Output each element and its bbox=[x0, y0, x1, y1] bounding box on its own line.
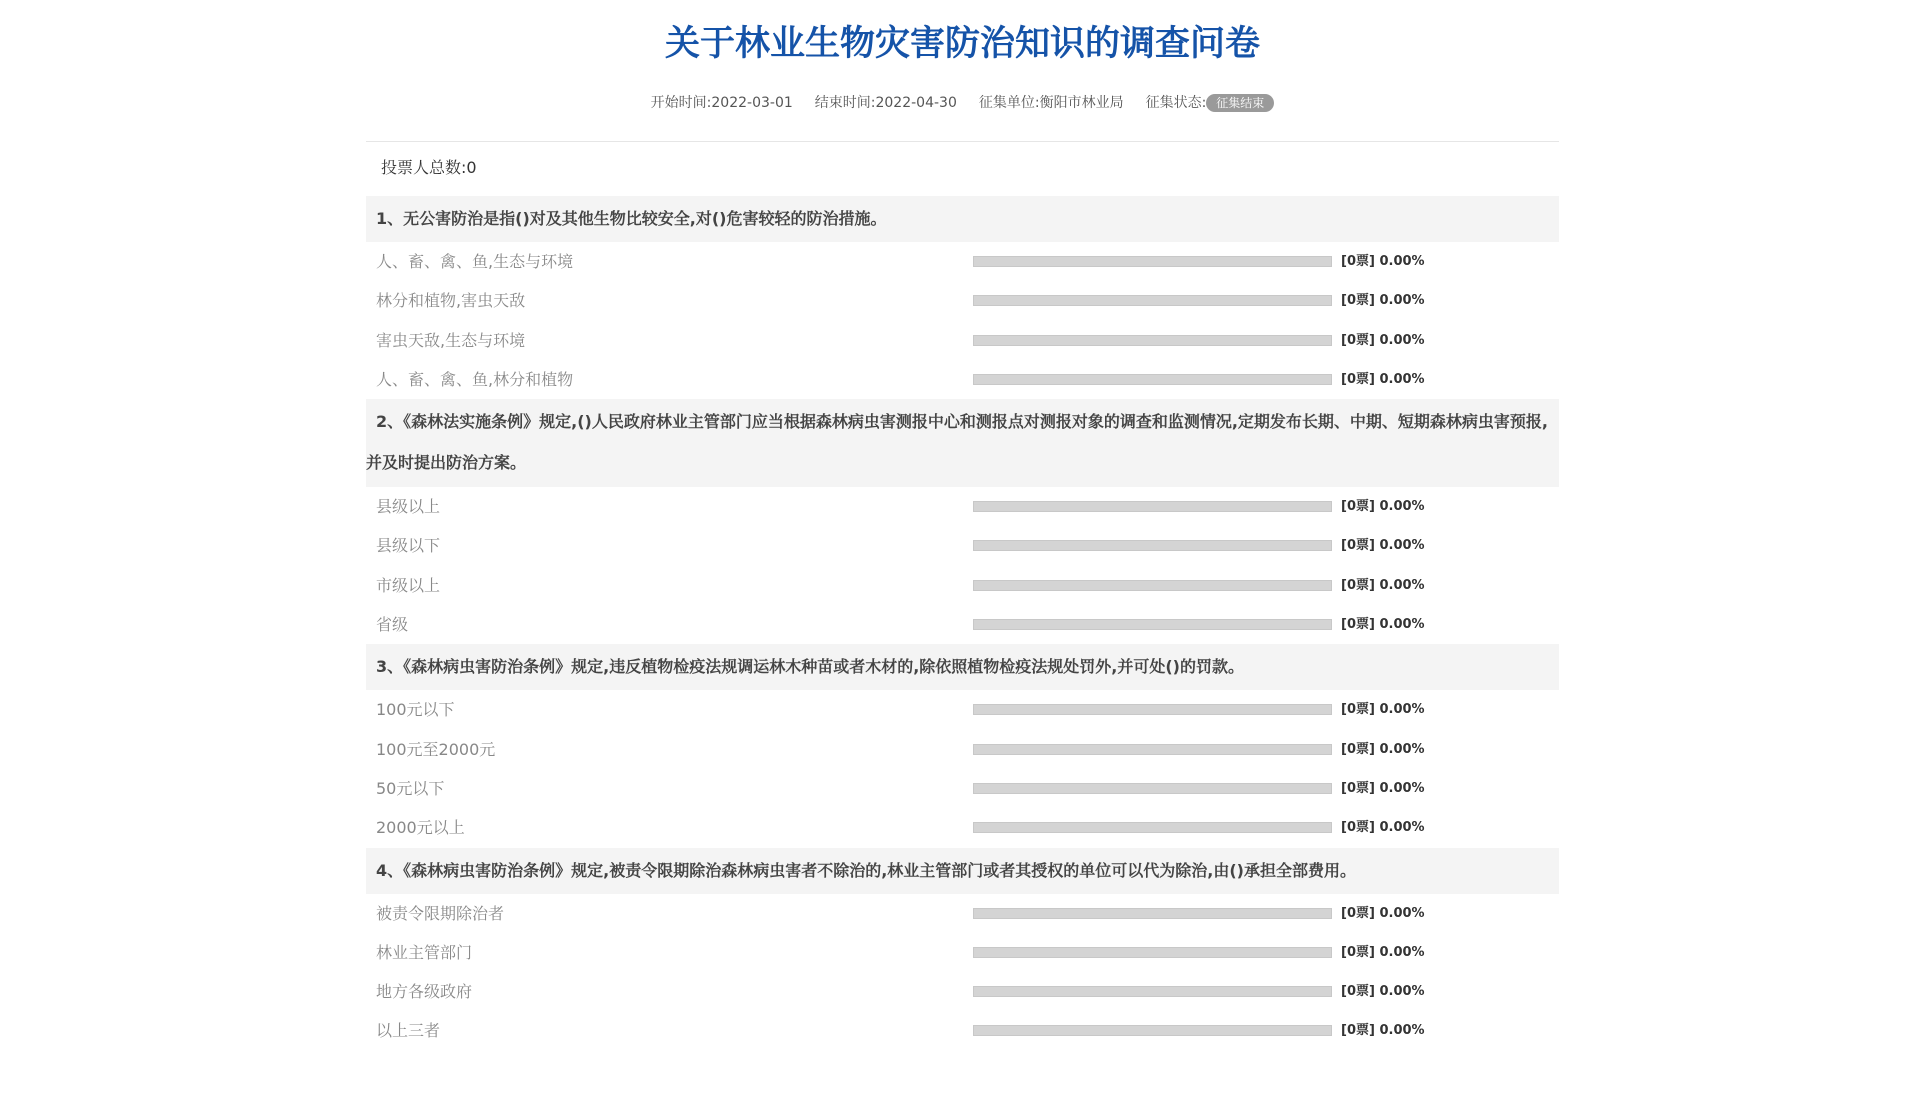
option-row bbox=[366, 566, 1559, 605]
vote-percent: 0.00% bbox=[1379, 702, 1425, 718]
option-row bbox=[366, 1011, 1559, 1050]
vote-progress-bar bbox=[973, 501, 1332, 512]
question-title: 1、无公害防治是指()对及其他生物比较安全,对()危害较轻的防治措施。 bbox=[366, 196, 1559, 242]
option-label: 2000元以上 bbox=[376, 818, 465, 838]
option-row bbox=[366, 690, 1559, 729]
vote-stat bbox=[1341, 933, 1425, 972]
option-label: 100元以下 bbox=[376, 700, 455, 720]
vote-stat bbox=[1341, 487, 1425, 526]
question-title: 2、《森林法实施条例》规定,()人民政府林业主管部门应当根据森林病虫害测报中心和测报点对测报对象的调查和监测情况,定期发布长期、中期、短期森林病虫害预报,并及时提出防治方案。 bbox=[366, 399, 1559, 487]
survey-container bbox=[366, 0, 1559, 1041]
vote-percent: 0.00% bbox=[1379, 371, 1425, 387]
vote-count: [0票] bbox=[1341, 944, 1375, 960]
vote-count: [0票] bbox=[1341, 905, 1375, 921]
vote-progress-bar bbox=[973, 908, 1332, 919]
vote-percent: 0.00% bbox=[1379, 538, 1425, 554]
vote-stat bbox=[1341, 972, 1425, 1011]
voter-total-value: 0 bbox=[466, 158, 477, 177]
option-label: 100元至2000元 bbox=[376, 739, 496, 759]
vote-progress-bar bbox=[973, 256, 1332, 267]
vote-count: [0票] bbox=[1341, 702, 1375, 718]
option-label: 以上三者 bbox=[376, 1021, 441, 1041]
vote-progress-bar bbox=[973, 744, 1332, 755]
option-label: 市级以上 bbox=[376, 575, 441, 595]
end-time-value: 2022-04-30 bbox=[875, 95, 957, 111]
vote-progress-bar bbox=[973, 783, 1332, 794]
vote-percent: 0.00% bbox=[1379, 1023, 1425, 1039]
vote-count: [0票] bbox=[1341, 741, 1375, 757]
divider bbox=[366, 141, 1559, 142]
page-title: 关于林业生物灾害防治知识的调查问卷 bbox=[664, 24, 1260, 64]
vote-progress-bar bbox=[973, 986, 1332, 997]
option-row bbox=[366, 730, 1559, 769]
vote-stat bbox=[1341, 526, 1425, 565]
vote-count: [0票] bbox=[1341, 617, 1375, 633]
vote-progress-bar bbox=[973, 335, 1332, 346]
vote-count: [0票] bbox=[1341, 499, 1375, 515]
vote-count: [0票] bbox=[1341, 820, 1375, 836]
vote-stat bbox=[1341, 321, 1425, 360]
vote-stat bbox=[1341, 281, 1425, 320]
vote-count: [0票] bbox=[1341, 577, 1375, 593]
start-time bbox=[651, 92, 793, 114]
end-time bbox=[815, 92, 957, 114]
vote-count: [0票] bbox=[1341, 984, 1375, 1000]
option-row bbox=[366, 605, 1559, 644]
vote-count: [0票] bbox=[1341, 293, 1375, 309]
option-label: 地方各级政府 bbox=[376, 982, 473, 1002]
option-label: 林业主管部门 bbox=[376, 942, 473, 962]
vote-percent: 0.00% bbox=[1379, 499, 1425, 515]
vote-percent: 0.00% bbox=[1379, 254, 1425, 269]
vote-progress-bar bbox=[973, 704, 1332, 715]
vote-stat bbox=[1341, 360, 1425, 399]
option-label: 50元以下 bbox=[376, 778, 445, 798]
option-row bbox=[366, 808, 1559, 847]
vote-progress-bar bbox=[973, 580, 1332, 591]
question-list bbox=[366, 196, 1559, 1051]
vote-progress-bar bbox=[973, 540, 1332, 551]
status-badge: 征集结束 bbox=[1206, 94, 1274, 112]
vote-stat bbox=[1341, 242, 1425, 281]
option-row bbox=[366, 242, 1559, 281]
voter-total bbox=[381, 156, 477, 180]
end-time-label: 结束时间: bbox=[814, 95, 876, 111]
option-label: 人、畜、禽、鱼,生态与环境 bbox=[376, 252, 574, 271]
vote-stat bbox=[1341, 730, 1425, 769]
voter-total-label: 投票人总数: bbox=[381, 158, 467, 177]
option-label: 害虫天敌,生态与环境 bbox=[376, 330, 526, 350]
vote-percent: 0.00% bbox=[1379, 820, 1425, 836]
question-block bbox=[366, 644, 1559, 847]
option-label: 林分和植物,害虫天敌 bbox=[376, 291, 526, 311]
question-title: 3、《森林病虫害防治条例》规定,违反植物检疫法规调运林木种苗或者木材的,除依照植物检疫法规处罚外,并可处()的罚款。 bbox=[366, 644, 1559, 690]
vote-stat bbox=[1341, 566, 1425, 605]
vote-progress-bar bbox=[973, 1025, 1332, 1036]
start-time-label: 开始时间: bbox=[650, 95, 712, 111]
option-row bbox=[366, 894, 1559, 933]
question-block bbox=[366, 848, 1559, 1051]
option-row bbox=[366, 972, 1559, 1011]
option-label: 县级以上 bbox=[376, 497, 441, 517]
option-row bbox=[366, 526, 1559, 565]
vote-percent: 0.00% bbox=[1379, 741, 1425, 757]
vote-progress-bar bbox=[973, 619, 1332, 630]
vote-count: [0票] bbox=[1341, 1023, 1375, 1039]
option-row bbox=[366, 321, 1559, 360]
vote-progress-bar bbox=[973, 295, 1332, 306]
survey-meta bbox=[366, 92, 1559, 114]
vote-count: [0票] bbox=[1341, 332, 1375, 348]
option-row bbox=[366, 487, 1559, 526]
vote-percent: 0.00% bbox=[1379, 780, 1425, 796]
option-label: 县级以下 bbox=[376, 536, 441, 556]
vote-progress-bar bbox=[973, 822, 1332, 833]
vote-percent: 0.00% bbox=[1379, 944, 1425, 960]
vote-count: [0票] bbox=[1341, 371, 1375, 387]
vote-stat bbox=[1341, 769, 1425, 808]
start-time-value: 2022-03-01 bbox=[711, 95, 793, 111]
question-block bbox=[366, 399, 1559, 644]
vote-count: [0票] bbox=[1341, 254, 1375, 269]
vote-percent: 0.00% bbox=[1379, 617, 1425, 633]
vote-stat bbox=[1341, 1011, 1425, 1050]
option-label: 人、畜、禽、鱼,林分和植物 bbox=[376, 369, 574, 389]
vote-percent: 0.00% bbox=[1379, 577, 1425, 593]
vote-stat bbox=[1341, 894, 1425, 933]
vote-progress-bar bbox=[973, 374, 1332, 385]
collect-unit-label: 征集单位: bbox=[978, 95, 1040, 111]
collect-unit bbox=[979, 92, 1124, 114]
option-row bbox=[366, 933, 1559, 972]
option-row bbox=[366, 360, 1559, 399]
collect-unit-value: 衡阳市林业局 bbox=[1039, 95, 1124, 111]
vote-percent: 0.00% bbox=[1379, 293, 1425, 309]
vote-progress-bar bbox=[973, 947, 1332, 958]
vote-percent: 0.00% bbox=[1379, 905, 1425, 921]
collect-status-label: 征集状态: bbox=[1145, 95, 1207, 111]
collect-status bbox=[1146, 92, 1275, 114]
vote-count: [0票] bbox=[1341, 780, 1375, 796]
option-label: 被责令限期除治者 bbox=[376, 903, 505, 923]
question-title: 4、《森林病虫害防治条例》规定,被责令限期除治森林病虫害者不除治的,林业主管部门或者其授权的单位可以代为除治,由()承担全部费用。 bbox=[366, 848, 1559, 894]
vote-percent: 0.00% bbox=[1379, 332, 1425, 348]
option-row bbox=[366, 281, 1559, 320]
vote-count: [0票] bbox=[1341, 538, 1375, 554]
option-label: 省级 bbox=[376, 615, 409, 635]
vote-stat bbox=[1341, 808, 1425, 847]
option-row bbox=[366, 769, 1559, 808]
vote-percent: 0.00% bbox=[1379, 984, 1425, 1000]
vote-stat bbox=[1341, 690, 1425, 729]
question-block bbox=[366, 196, 1559, 399]
vote-stat bbox=[1341, 605, 1425, 644]
